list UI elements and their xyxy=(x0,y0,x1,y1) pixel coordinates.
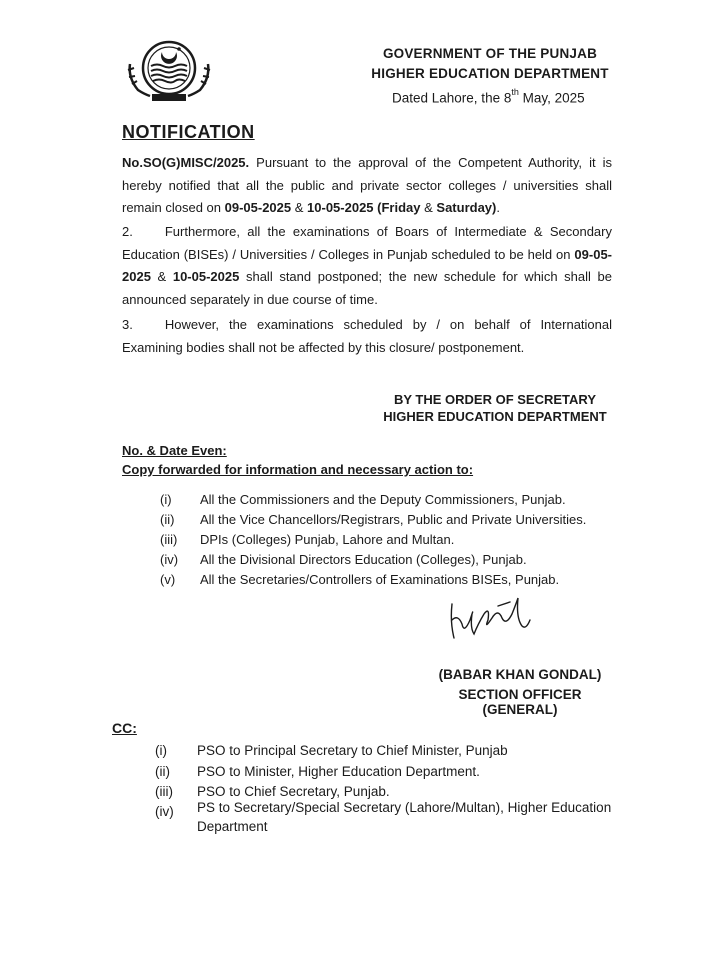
signatory-name: (BABAR KHAN GONDAL) xyxy=(438,667,602,682)
dated-line xyxy=(392,89,585,106)
closure-day-1: (Friday xyxy=(373,200,421,215)
closure-date-2: 10-05-2025 xyxy=(307,200,374,215)
punjab-emblem-logo xyxy=(124,34,214,104)
paragraph-3-text: However, the examinations scheduled by / on behalf of International Examining bodies shall not be affected by this closure/ postponement. xyxy=(122,317,612,355)
closure-date-1: 09-05-2025 xyxy=(224,200,292,215)
forward-item-number: (ii) xyxy=(160,512,175,527)
dated-superscript: th xyxy=(511,87,519,97)
forward-item-text: All the Divisional Directors Education (Colleges), Punjab. xyxy=(200,552,527,567)
signature xyxy=(440,596,560,646)
forward-item-text: All the Secretaries/Controllers of Examinations BISEs, Punjab. xyxy=(200,572,560,587)
ampersand: & xyxy=(291,200,308,215)
signatory-designation: SECTION OFFICER (GENERAL) xyxy=(458,687,582,717)
cc-label: CC: xyxy=(112,720,137,736)
forward-item-text: All the Vice Chancellors/Registrars, Public and Private Universities. xyxy=(200,512,587,527)
dated-suffix: May, 2025 xyxy=(518,90,585,106)
forward-item-text: All the Commissioners and the Deputy Commissioners, Punjab. xyxy=(200,492,566,507)
reference-number: No.SO(G)MISC/2025. xyxy=(122,155,250,170)
cc-item-text: PSO to Principal Secretary to Chief Minister, Punjab xyxy=(197,743,508,758)
cc-item-text: PSO to Chief Secretary, Punjab. xyxy=(197,784,390,799)
dated-prefix: Dated Lahore, the 8 xyxy=(392,90,512,106)
header-government: GOVERNMENT OF THE PUNJAB xyxy=(382,46,598,61)
paragraph-2 xyxy=(122,221,612,311)
ampersand: & xyxy=(150,269,173,284)
paragraph-2-end: shall stand postponed; the new schedule for which shall be announced separately in due course of time. xyxy=(122,269,612,307)
paragraph-3 xyxy=(122,314,612,359)
number-date-even: No. & Date Even: xyxy=(122,443,227,458)
forward-item-number: (iii) xyxy=(160,532,178,547)
cc-item-number: (iv) xyxy=(155,804,174,819)
forward-item-number: (i) xyxy=(160,492,172,507)
paragraph-1-end: . xyxy=(496,200,500,215)
copy-forwarded-title: Copy forwarded for information and necessary action to: xyxy=(122,462,474,477)
cc-item-number: (ii) xyxy=(155,764,170,779)
order-line-2: HIGHER EDUCATION DEPARTMENT xyxy=(383,409,607,424)
forward-item-text: DPIs (Colleges) Punjab, Lahore and Multan. xyxy=(200,532,455,547)
order-line-1: BY THE ORDER OF SECRETARY xyxy=(393,392,596,407)
cc-item-text: PS to Secretary/Special Secretary (Lahore/Multan), Higher Education Department xyxy=(197,800,612,834)
header-department: HIGHER EDUCATION DEPARTMENT xyxy=(371,66,609,81)
ampersand: & xyxy=(420,200,437,215)
notification-title: NOTIFICATION xyxy=(122,122,255,142)
closure-day-2: Saturday) xyxy=(436,200,497,215)
paragraph-2-number: 2. xyxy=(122,224,133,239)
forward-item-number: (iv) xyxy=(160,552,179,567)
cc-item-number: (i) xyxy=(155,743,167,758)
cc-item-text: PSO to Minister, Higher Education Department. xyxy=(197,764,480,779)
paragraph-1-text: Pursuant to the approval of the Competent Authority, it is hereby notified that all the public and private sector colleges / universities shall remain closed on xyxy=(122,155,612,215)
postponed-date-2: 10-05-2025 xyxy=(172,269,240,284)
paragraph-3-number: 3. xyxy=(122,317,133,332)
forward-item-number: (v) xyxy=(160,572,176,587)
paragraph-1 xyxy=(122,152,612,220)
cc-item-number: (iii) xyxy=(155,784,173,799)
paragraph-2-text: Furthermore, all the examinations of Boars of Intermediate & Secondary Education (BISEs) / Universities / Colleges in Punjab scheduled to be held on xyxy=(122,224,612,262)
postponed-date-1: 09-05-2025 xyxy=(122,246,612,284)
